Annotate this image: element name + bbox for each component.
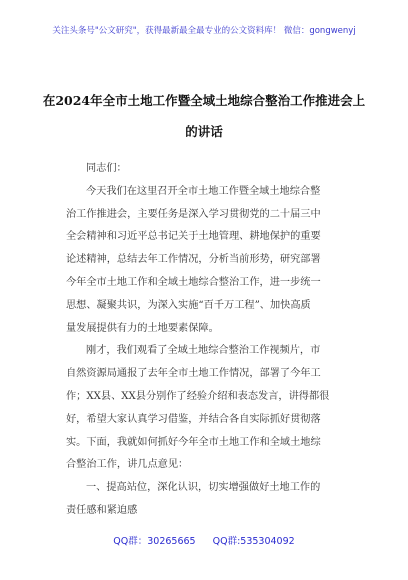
section-heading: 一、提高站位，深化认识，切实增强做好土地工作的 (86, 482, 321, 494)
document-body (66, 158, 350, 523)
body-line: 论述精神，总结去年工作情况，分析当前形势，研究部署 (66, 254, 321, 266)
salutation: 同志们： (86, 163, 127, 174)
document-title-line1: 在2024年全市土地工作暨全域土地综合整治工作推进会上 (42, 93, 366, 108)
body-line: 合整治工作，讲几点意见： (66, 459, 189, 471)
header-note: 关注头条号"公文研究"，获得最新最全最专业的公文资料库！ 微信：gongwenyj (52, 26, 356, 36)
body-line: 实。下面，我就如何抓好今年全市土地工作和全域土地综 (66, 436, 321, 448)
footer (0, 533, 408, 547)
footer-qq-group-1: QQ群：30265665 (113, 536, 196, 547)
body-line: 思想、凝聚共识，为深入实施“百千万工程”、加快高质 (66, 299, 311, 311)
footer-qq-group-2: QQ群:535304092 (212, 536, 295, 547)
body-line: 治工作推进会，主要任务是深入学习贯彻党的二十届三中 (66, 208, 321, 220)
body-line: 今天我们在这里召开全市土地工作暨全域土地综合整 (86, 185, 321, 197)
body-line: 刚才，我们观看了全域土地综合整治工作视频片，市 (86, 345, 321, 357)
body-line: 今年全市土地工作和全域土地综合整治工作，进一步统一 (66, 276, 321, 288)
body-line: 全会精神和习近平总书记关于土地管理、耕地保护的重要 (66, 231, 321, 243)
body-line: 自然资源局通报了去年全市土地工作情况，部署了今年工 (66, 368, 321, 380)
body-line: 好，希望大家认真学习借鉴，并结合各自实际抓好贯彻落 (66, 413, 321, 425)
body-line: 作；XX县、XX县分别作了经验介绍和表态发言，讲得都很 (66, 390, 330, 402)
document-title-line2: 的讲话 (185, 124, 223, 139)
section-heading: 责任感和紧迫感 (66, 504, 138, 516)
body-line: 量发展提供有力的土地要素保障。 (66, 322, 219, 334)
